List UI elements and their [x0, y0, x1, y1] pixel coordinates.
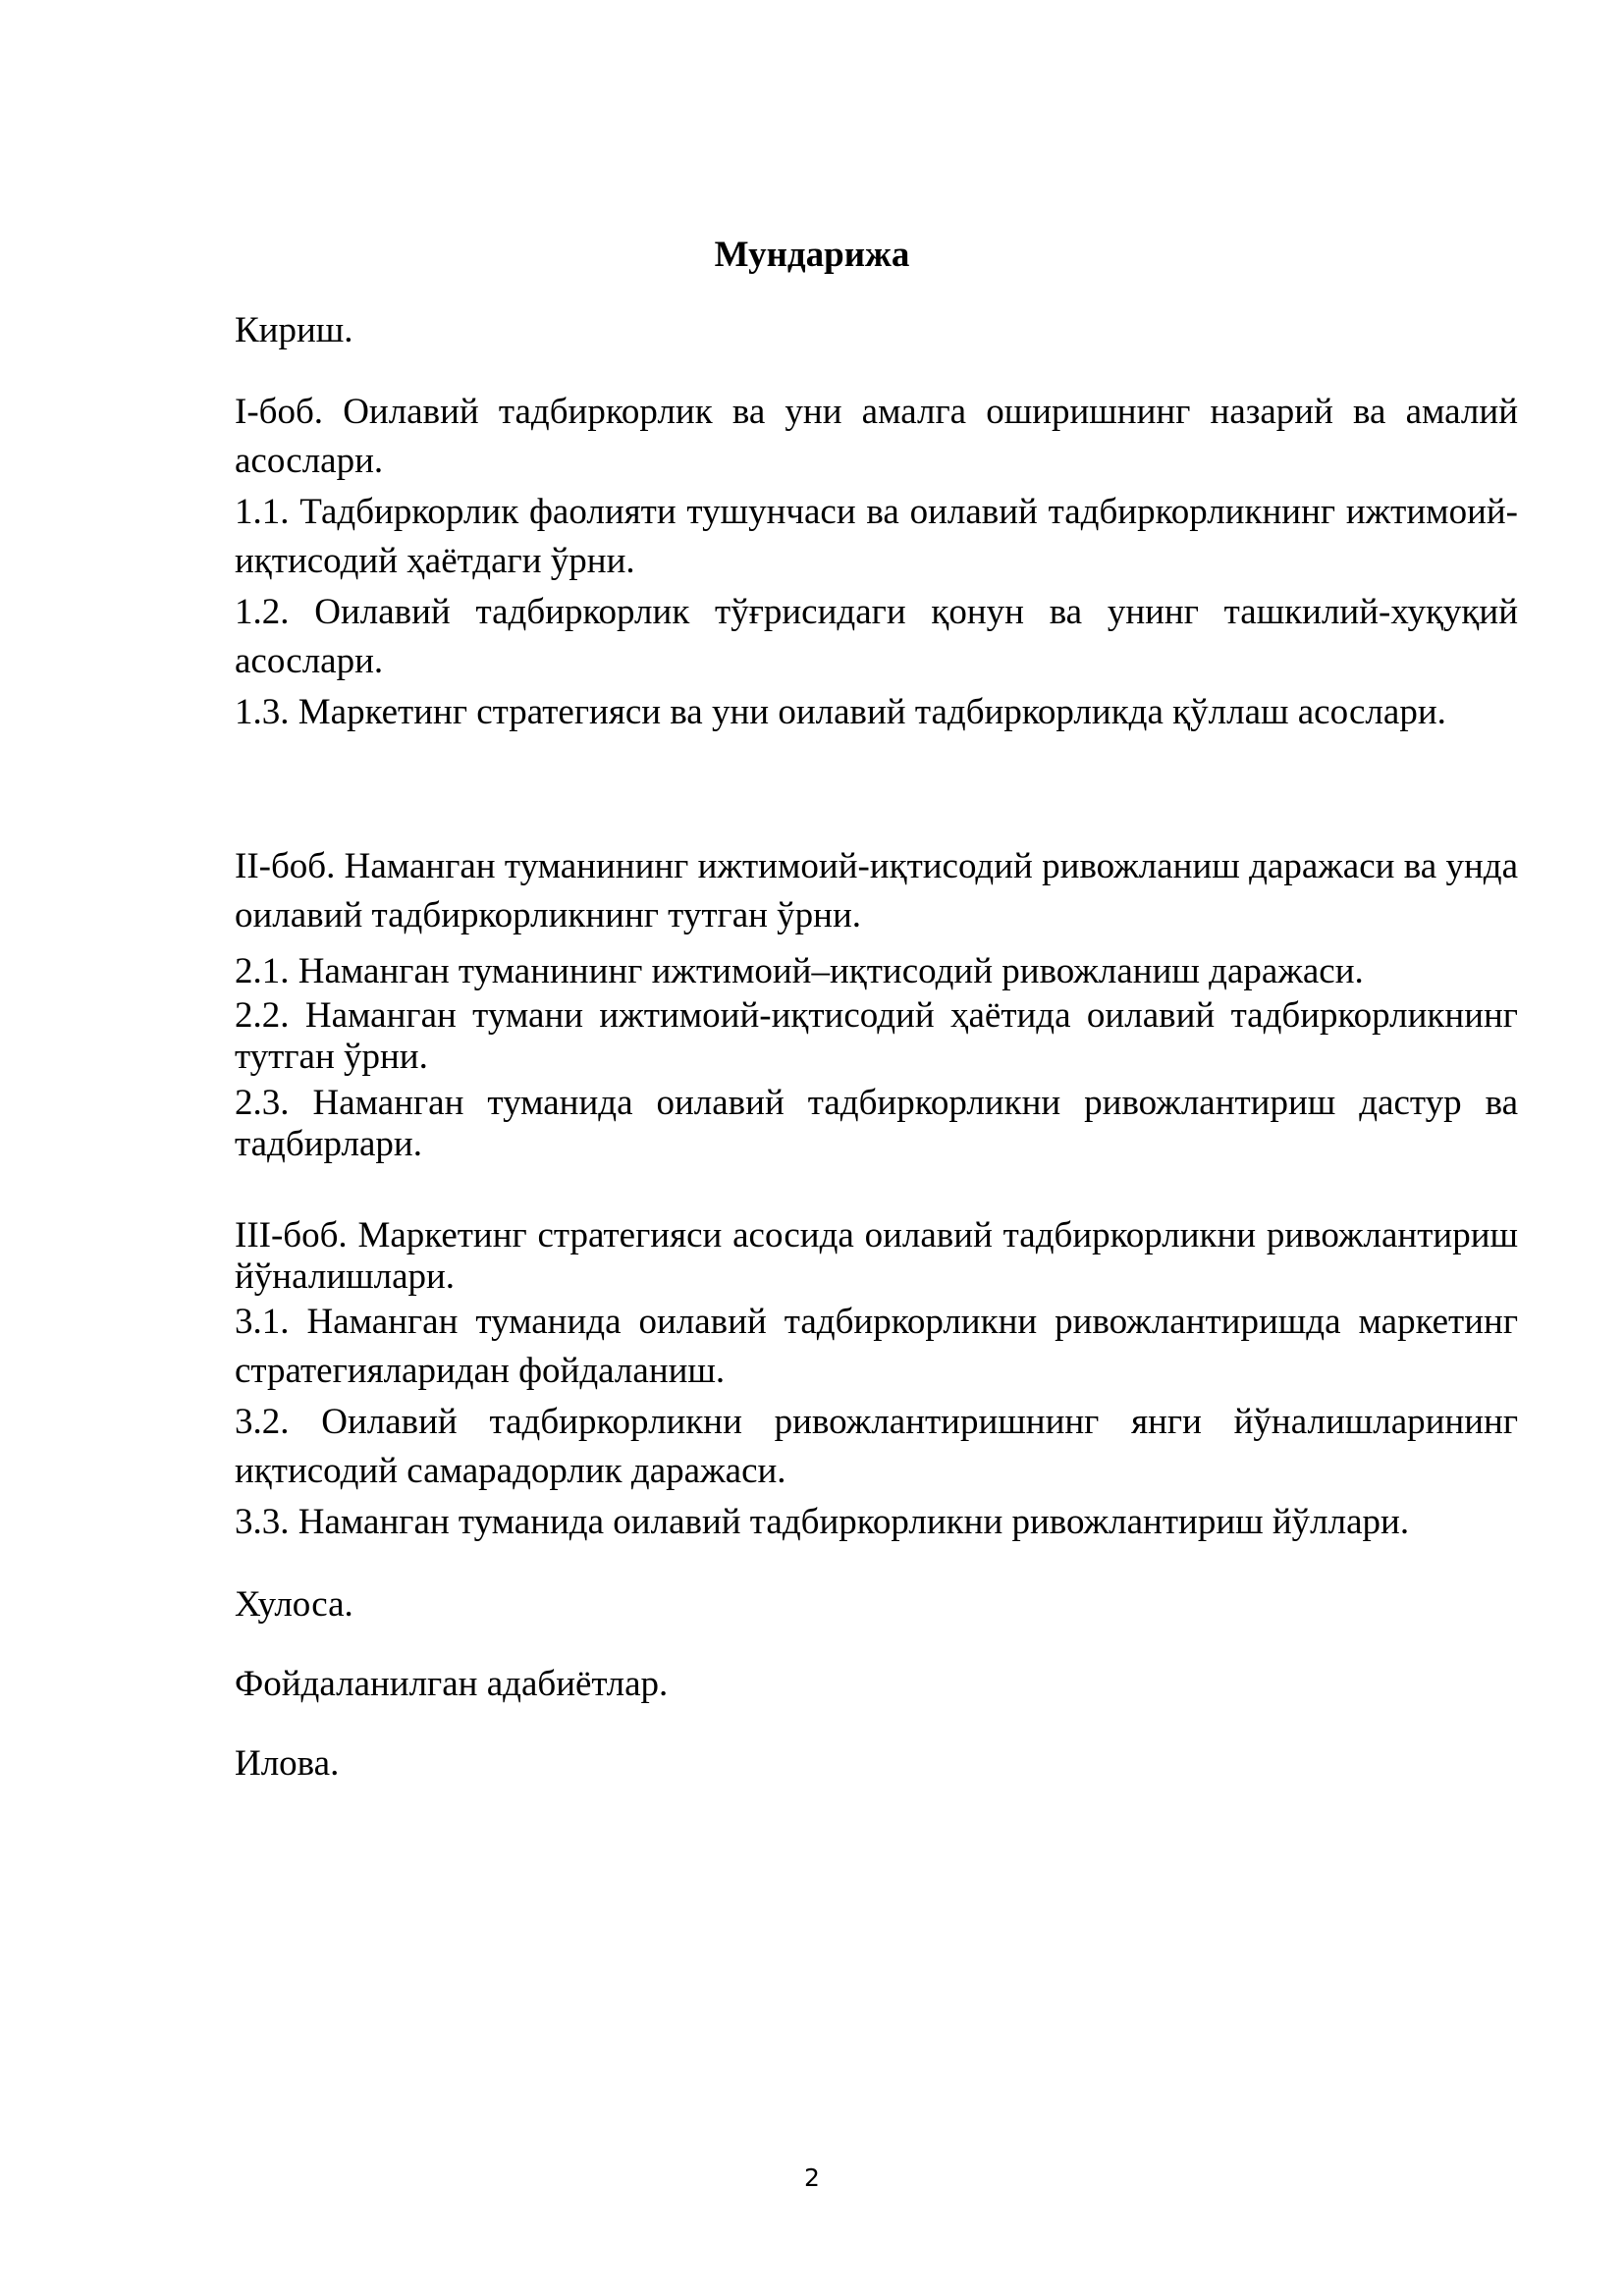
toc-section-2-1: 2.1. Наманган туманининг ижтимоий–иқтисодий ривожланиш даражаси.: [235, 951, 1364, 991]
toc-chapter-1-heading: I-боб. Оилавий тадбиркорлик ва уни амалга оширишнинг назарий ва амалий асослари.: [235, 392, 1518, 481]
toc-appendix: Илова.: [235, 1743, 340, 1784]
toc-section-1-1: 1.1. Тадбиркорлик фаолияти тушунчаси ва оилавий тадбиркорликнинг ижтимоий-иқтисодий ҳаётдаги ўрни.: [235, 492, 1518, 581]
toc-section-3-3: 3.3. Наманган туманида оилавий тадбиркорликни ривожлантириш йўллари.: [235, 1502, 1410, 1542]
toc-section-2-2: 2.2. Наманган тумани ижтимоий-иқтисодий ҳаётида оилавий тадбиркорликнинг тутган ўрни.: [235, 995, 1518, 1077]
toc-introduction: Кириш.: [235, 310, 353, 350]
toc-chapter-2-heading: II-боб. Наманган туманининг ижтимоий-иқтисодий ривожланиш даражаси ва унда оилавий тадбиркорликнинг тутган ўрни.: [235, 846, 1518, 935]
page-number: 2: [804, 2163, 820, 2192]
toc-references: Фойдаланилган адабиётлар.: [235, 1664, 669, 1704]
toc-section-1-3: 1.3. Маркетинг стратегияси ва уни оилавий тадбиркорликда қўллаш асослари.: [235, 692, 1446, 732]
toc-section-1-2: 1.2. Оилавий тадбиркорлик тўғрисидаги қонун ва унинг ташкилий-хуқуқий асослари.: [235, 592, 1518, 681]
toc-section-3-1: 3.1. Наманган туманида оилавий тадбиркорликни ривожлантиришда маркетинг стратегияларидан фойдаланиш.: [235, 1302, 1518, 1391]
toc-conclusion: Хулоса.: [235, 1584, 353, 1625]
toc-chapter-3-heading: III-боб. Маркетинг стратегияси асосида оилавий тадбиркорликни ривожлантириш йўналишлари.: [235, 1215, 1518, 1297]
toc-section-3-2: 3.2. Оилавий тадбиркорликни ривожлантиришнинг янги йўналишларининг иқтисодий самарадорлик даражаси.: [235, 1402, 1518, 1491]
toc-section-2-3: 2.3. Наманган туманида оилавий тадбиркорликни ривожлантириш дастур ва тадбирлари.: [235, 1083, 1518, 1164]
page-title: Мундарижа: [714, 235, 910, 275]
